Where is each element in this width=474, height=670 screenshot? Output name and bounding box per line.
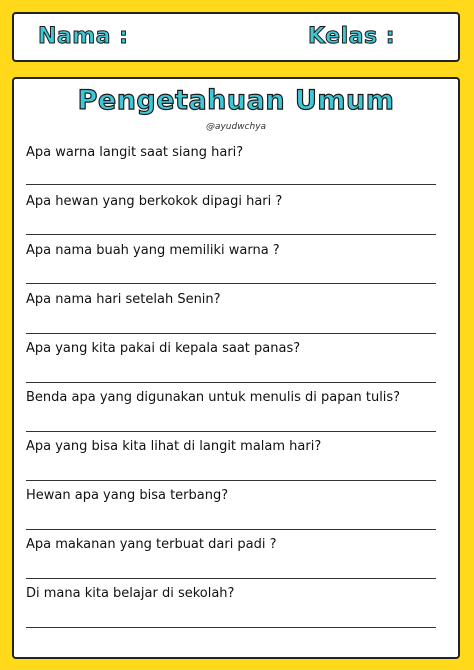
question-10: Di mana kita belajar di sekolah?: [26, 586, 235, 601]
question-7: Apa yang bisa kita lihat di langit malam hari?: [26, 439, 322, 454]
answer-line-5[interactable]: [26, 382, 436, 383]
question-5: Apa yang kita pakai di kepala saat panas?: [26, 341, 301, 356]
question-8: Hewan apa yang bisa terbang?: [26, 488, 229, 503]
answer-line-2[interactable]: [26, 234, 436, 235]
answer-line-10[interactable]: [26, 627, 436, 628]
question-4: Apa nama hari setelah Senin?: [26, 292, 221, 307]
question-3: Apa nama buah yang memiliki warna ?: [26, 243, 280, 258]
answer-line-3[interactable]: [26, 283, 436, 284]
answer-line-6[interactable]: [26, 431, 436, 432]
author-credit: @ayudwchya: [205, 122, 267, 132]
answer-line-9[interactable]: [26, 578, 436, 579]
worksheet-title: Pengetahuan Umum: [77, 85, 395, 116]
question-9: Apa makanan yang terbuat dari padi ?: [26, 537, 277, 552]
question-6: Benda apa yang digunakan untuk menulis di papan tulis?: [26, 390, 401, 405]
class-label: Kelas :: [308, 24, 396, 49]
header-card: [12, 12, 460, 62]
answer-line-4[interactable]: [26, 333, 436, 334]
answer-line-7[interactable]: [26, 480, 436, 481]
answer-line-1[interactable]: [26, 184, 436, 185]
name-label: Nama :: [38, 24, 129, 49]
answer-line-8[interactable]: [26, 529, 436, 530]
question-2: Apa hewan yang berkokok dipagi hari ?: [26, 194, 283, 209]
worksheet-card: [12, 77, 460, 659]
question-1: Apa warna langit saat siang hari?: [26, 145, 244, 160]
